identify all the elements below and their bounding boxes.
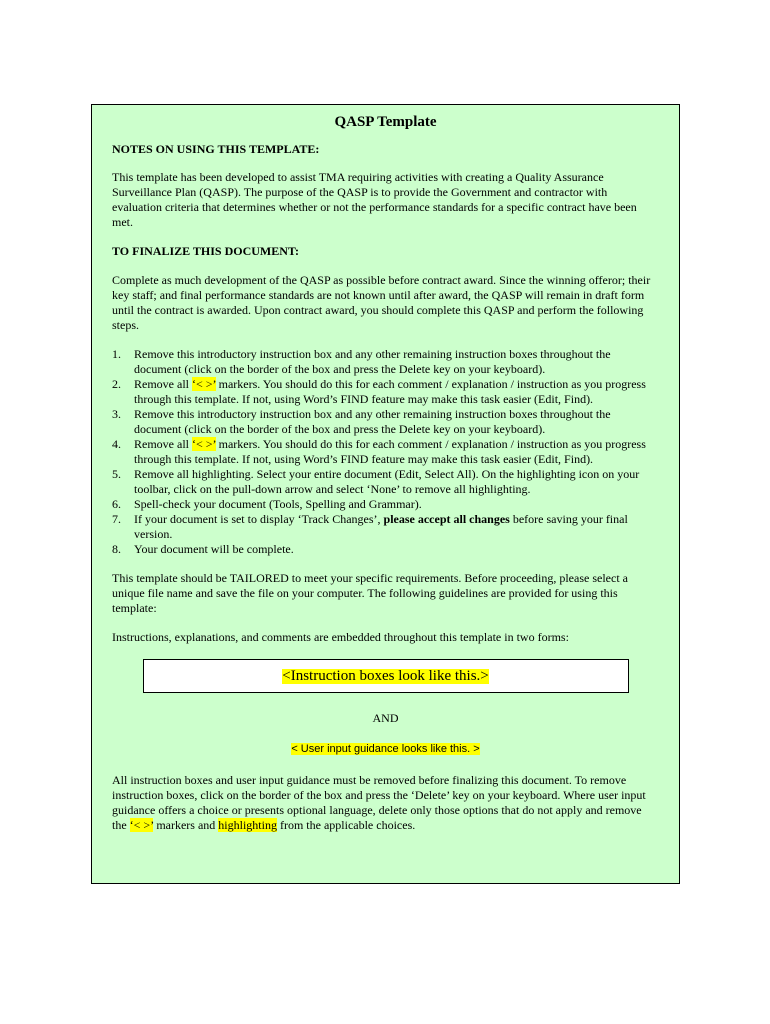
list-item — [112, 407, 659, 437]
list-item — [112, 347, 659, 377]
step-text-post: before saving your final version. — [134, 512, 628, 541]
marker-highlight: ‘< >’ — [191, 437, 216, 451]
marker-highlight: ‘< >’ — [129, 818, 154, 832]
notes-heading: NOTES ON USING THIS TEMPLATE: — [112, 142, 320, 156]
tailored-paragraph: This template should be TAILORED to meet your specific requirements. Before proceeding, please select a unique file name and save the file on your computer. The following guidelines are provided for using this template: — [112, 571, 628, 615]
list-item — [112, 437, 659, 467]
step-number: 4. — [112, 437, 121, 451]
list-item — [112, 512, 659, 542]
step-text-pre: If your document is set to display ‘Track Changes’, — [134, 512, 384, 526]
step-number: 8. — [112, 542, 121, 556]
and-label: AND — [372, 711, 399, 725]
step-number: 3. — [112, 407, 121, 421]
step-text: Remove this introductory instruction box and any other remaining instruction boxes throughout the document (click on the border of the box and press the Delete key on your keyboard). — [134, 407, 611, 436]
step-text-pre: Remove all — [134, 437, 192, 451]
step-text-pre: Remove all — [134, 377, 192, 391]
list-item — [112, 467, 659, 497]
step-text: Remove all highlighting. Select your entire document (Edit, Select All). On the highlighting icon on your toolbar, click on the pull-down arrow and select ‘None’ to remove all highlighting. — [134, 467, 640, 496]
step-text-post: markers. You should do this for each comment / explanation / instruction as you progress through this template. If not, using Word’s FIND feature may make this task easier (Edit, Find). — [134, 437, 646, 466]
final-text-mid: markers and — [153, 818, 219, 832]
final-text-post: from the applicable choices. — [276, 818, 416, 832]
marker-highlight: ‘< >’ — [191, 377, 216, 391]
instruction-box-container[interactable] — [91, 104, 680, 884]
steps-list — [112, 347, 659, 557]
step-text: Your document will be complete. — [134, 542, 294, 556]
highlighting-word: highlighting — [218, 818, 277, 832]
list-item — [112, 497, 659, 512]
step-number: 5. — [112, 467, 121, 481]
step-text-post: markers. You should do this for each comment / explanation / instruction as you progress through this template. If not, using Word’s FIND feature may make this task easier (Edit, Find). — [134, 377, 646, 406]
step-number: 6. — [112, 497, 121, 511]
step-number: 1. — [112, 347, 121, 361]
final-paragraph — [112, 773, 659, 833]
step-text: Remove this introductory instruction box and any other remaining instruction boxes throughout the document (click on the border of the box and press the Delete key on your keyboard). — [134, 347, 611, 376]
instructions-paragraph: Instructions, explanations, and comments are embedded throughout this template in two forms: — [112, 630, 569, 644]
step-number: 7. — [112, 512, 121, 526]
page-title: QASP Template — [334, 114, 437, 130]
finalize-paragraph: Complete as much development of the QASP as possible before contract award. Since the winning offeror; their key staff; and final performance standards are not known until after award, the QASP will remain in draft form until the contract is awarded. Upon contract award, you should complete this QASP and perform the following steps. — [112, 273, 651, 332]
step-bold-text: please accept all changes — [383, 512, 510, 526]
final-text-pre: All instruction boxes and user input guidance must be removed before finalizing this document. To remove instruction boxes, click on the border of the box and press the ‘Delete’ key on your keyboard. Where user input guidance offers a choice or presents optional language, delete only those options that do not apply and remove the — [112, 773, 646, 832]
finalize-heading: TO FINALIZE THIS DOCUMENT: — [112, 244, 300, 258]
list-item — [112, 542, 659, 557]
step-number: 2. — [112, 377, 121, 391]
instruction-box-text: <Instruction boxes look like this.> — [282, 667, 489, 684]
user-input-guidance-text: < User input guidance looks like this. > — [291, 743, 480, 755]
step-text: Spell-check your document (Tools, Spelling and Grammar). — [134, 497, 422, 511]
instruction-box-example[interactable] — [143, 659, 629, 693]
notes-paragraph: This template has been developed to assist TMA requiring activities with creating a Quality Assurance Surveillance Plan (QASP). The purpose of the QASP is to provide the Government and contractor with evaluation criteria that determines whether or not the performance standards for a specific contract have been met. — [112, 170, 637, 229]
list-item — [112, 377, 659, 407]
user-input-guidance-example — [112, 742, 659, 757]
